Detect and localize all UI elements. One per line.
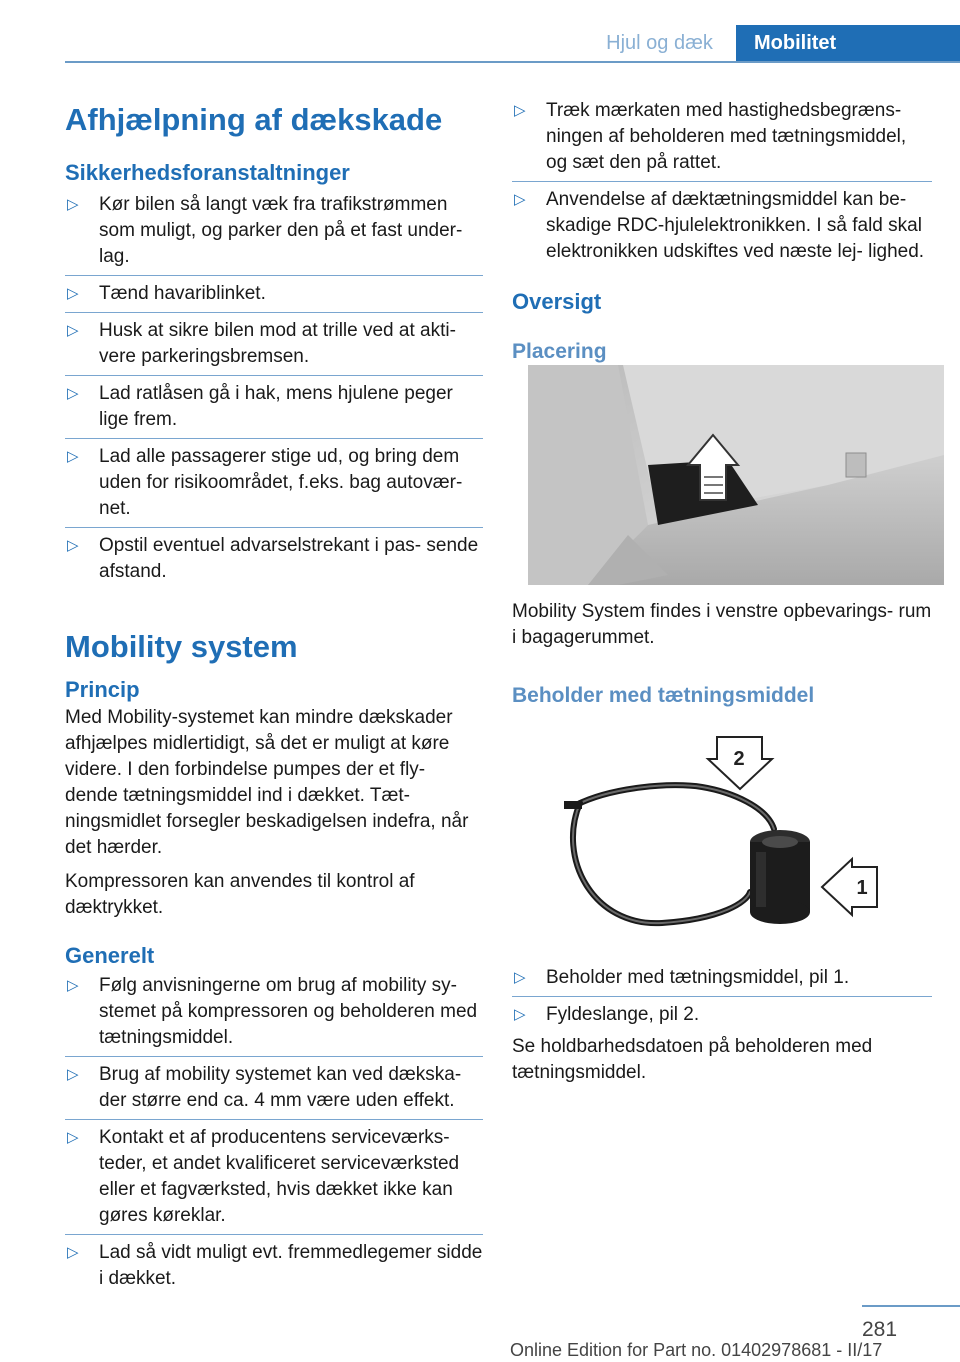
page-number: 281 (862, 1318, 898, 1341)
left-column (65, 98, 483, 1292)
header-active-tab[interactable]: Mobilitet (736, 25, 960, 61)
list-item: ▷ Træk mærkaten med hastighedsbegræns- ningen af beholderen med tætningsmiddel, og sæt den på rattet. (512, 98, 932, 176)
sealant-container-figure (552, 717, 960, 957)
overview-heading: Oversigt (512, 289, 602, 314)
general-list (65, 973, 483, 1292)
list-item: ▷ Fyldeslange, pil 2. (512, 996, 932, 1028)
list-item: ▷ Tænd havariblinket. (65, 275, 483, 307)
right-column (512, 98, 932, 1086)
list-item: ▷ Brug af mobility systemet kan ved dækska- der større end ca. 4 mm være uden effekt. (65, 1056, 483, 1114)
footer-edition: Online Edition for Part no. 01402978681 - II/17 (510, 1340, 883, 1360)
safety-list (65, 192, 483, 585)
compressor-text: Kompressoren kan anvendes til kontrol af dæktrykket. (65, 871, 415, 918)
placement-heading: Placering (512, 340, 607, 363)
list-item: ▷ Lad så vidt muligt evt. fremmedlegemer sidde i dækket. (65, 1234, 483, 1292)
header-section-tab[interactable]: Hjul og dæk (606, 31, 713, 54)
list-item: ▷ Lad alle passagerer stige ud, og bring dem uden for risikoområdet, f.eks. bag autovær- net. (65, 438, 483, 522)
trunk-photo-illustration (528, 365, 944, 585)
expiry-text: Se holdbarhedsdatoen på beholderen med tætningsmiddel. (512, 1036, 873, 1083)
speed-sticker-list (512, 98, 932, 265)
footer-rule (862, 1305, 960, 1307)
list-item: ▷ Kør bilen så langt væk fra trafikstrømmen som muligt, og parker den på et fast under- lag. (65, 192, 483, 270)
safety-heading: Sikkerhedsforanstaltninger (65, 160, 350, 185)
container-list (512, 965, 932, 1028)
list-item: ▷ Kontakt et af producentens serviceværks- teder, et andet kvalificeret serviceværksted eller et fagværksted, hvis dækket ikke kan gøres køreklar. (65, 1119, 483, 1229)
list-item: ▷ Lad ratlåsen gå i hak, mens hjulene peger lige frem. (65, 375, 483, 433)
principle-heading: Princip (65, 677, 140, 702)
header-rule (65, 61, 960, 63)
placement-text: Mobility System findes i venstre opbevarings- rum i bagagerummet. (512, 601, 932, 648)
general-heading: Generelt (65, 943, 155, 968)
mobility-title: Mobility system (65, 629, 298, 664)
list-item: ▷ Følg anvisningerne om brug af mobility sy- stemet på kompressoren og beholderen med tætningsmiddel. (65, 973, 483, 1051)
sealant-container-illustration (552, 717, 932, 957)
container-heading: Beholder med tætningsmiddel (512, 684, 815, 707)
arrow-2-label: 2 (733, 748, 745, 770)
list-item: ▷ Opstil eventuel advarselstrekant i pas- sende afstand. (65, 527, 483, 585)
list-item: ▷ Beholder med tætningsmiddel, pil 1. (512, 965, 932, 991)
trunk-photo (528, 365, 944, 585)
list-item: ▷ Anvendelse af dæktætningsmiddel kan be- skadige RDC-hjulelektronikken. I så fald skal elektronikken udskiftes ved næste lej- lighed. (512, 181, 932, 265)
arrow-1-label: 1 (856, 877, 868, 899)
list-item: ▷ Husk at sikre bilen mod at trille ved at akti- vere parkeringsbremsen. (65, 312, 483, 370)
page-title: Afhjælpning af dækskade (65, 102, 443, 137)
principle-text: Med Mobility-systemet kan mindre dækskader afhjælpes midlertidigt, så det er muligt at køre videre. I den forbindelse pumpes der et fly- dende tætningsmiddel ind i dækket. Tæt- ningsmidlet forsegler beskadigelsen indefra, når det hærder. (65, 707, 469, 858)
